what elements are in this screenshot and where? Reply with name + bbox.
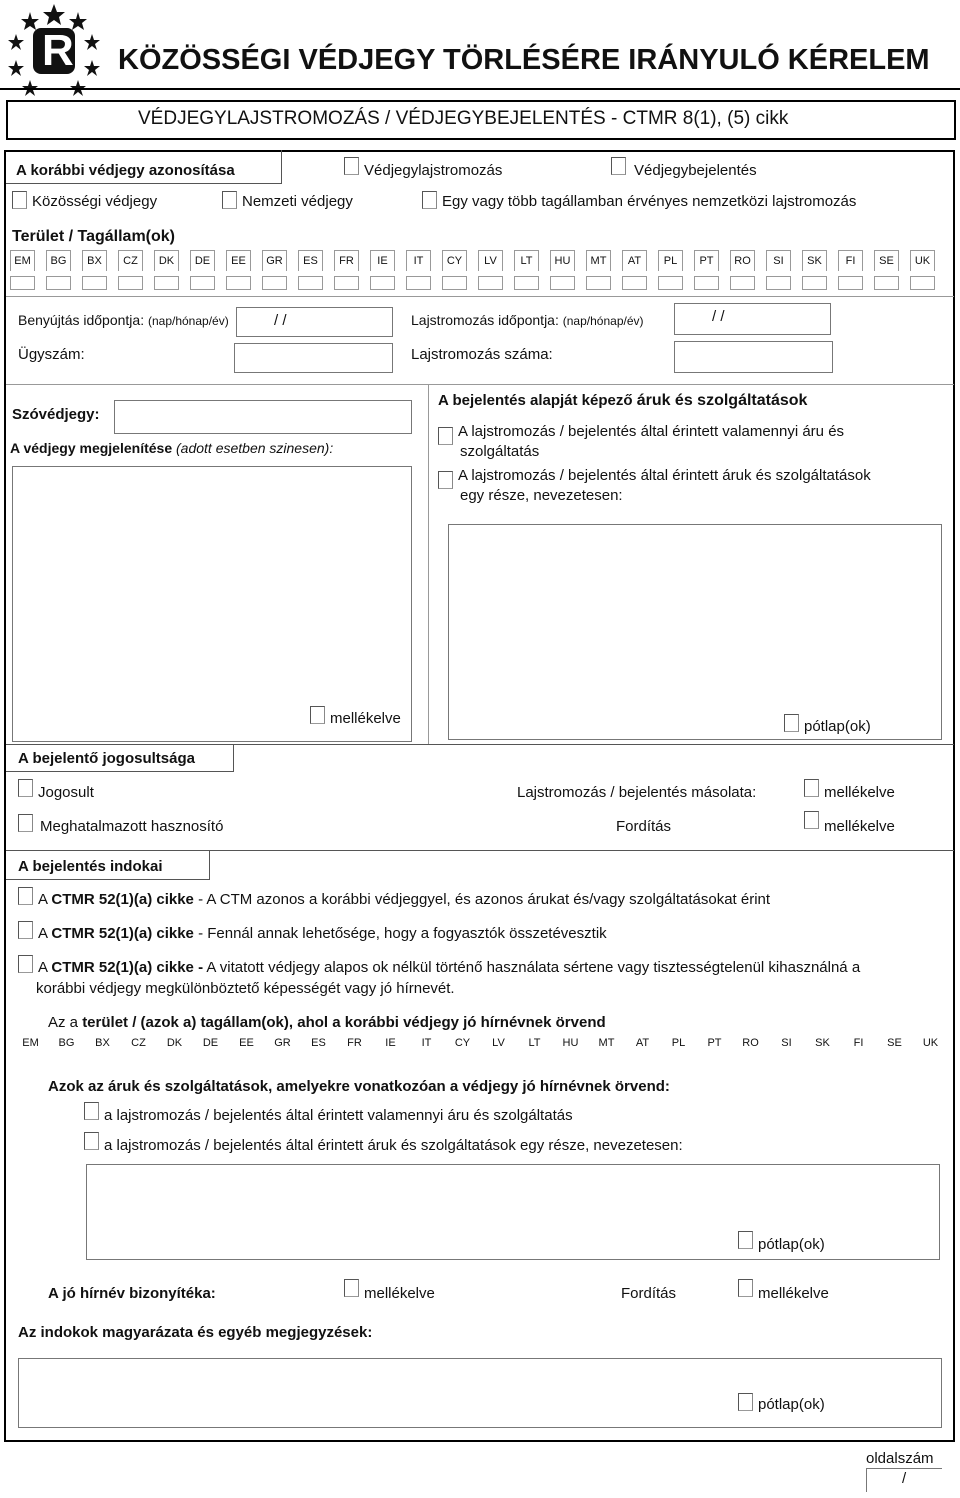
country-code: AT (635, 1037, 650, 1049)
country-de[interactable] (190, 250, 215, 276)
country-code: LT (514, 250, 539, 271)
filing-date-text: Benyújtás időpontja: (18, 312, 145, 328)
country-uk[interactable] (910, 250, 935, 276)
evidence-translation-checkbox[interactable] (738, 1279, 753, 1297)
country-code: IE (370, 250, 395, 271)
filing-date-label (18, 312, 229, 328)
country-checkbox[interactable] (478, 276, 503, 290)
explanation-label: Az indokok magyarázata és egyéb megjegyzések: (18, 1324, 373, 1341)
divider-2 (6, 384, 954, 385)
country-code: CY (454, 1037, 471, 1049)
goods-title (438, 392, 807, 410)
country-code: AT (622, 250, 647, 271)
country-lv[interactable] (478, 250, 503, 276)
mark-attached-label: mellékelve (330, 710, 401, 727)
country-code: HU (550, 250, 575, 271)
evidence-translation-label: Fordítás (621, 1285, 677, 1302)
country-code: BX (82, 250, 107, 271)
goods-title-a: A bejelentés alapját képező (438, 392, 637, 409)
country-checkbox[interactable] (874, 276, 899, 290)
country-cz[interactable] (118, 250, 143, 276)
country-es[interactable] (298, 250, 323, 276)
word-mark-label: Szóvédjegy: (12, 406, 100, 423)
community-mark-checkbox[interactable] (12, 191, 27, 209)
country-de-reputation[interactable] (198, 1032, 223, 1054)
country-si-reputation[interactable] (774, 1032, 799, 1054)
country-code: RO (730, 250, 755, 271)
g2-rest: - Fennál annak lehetősége, hogy a fogyasztók összetévesztik (193, 925, 607, 942)
country-code: GR (262, 250, 287, 271)
evidence-attached-checkbox[interactable] (344, 1279, 359, 1297)
country-bx[interactable] (82, 250, 107, 276)
country-at-reputation[interactable] (630, 1032, 655, 1054)
country-code: CZ (118, 250, 143, 271)
country-pt-reputation[interactable] (702, 1032, 727, 1054)
goods-extra-checkbox[interactable] (784, 714, 799, 732)
country-checkbox[interactable] (586, 276, 611, 290)
national-mark-label: Nemzeti védjegy (242, 193, 353, 210)
country-code: LV (492, 1037, 505, 1049)
translation-attached-label: mellékelve (824, 818, 895, 835)
application-label: Védjegybejelentés (634, 162, 757, 179)
country-bx-reputation[interactable] (90, 1032, 115, 1054)
country-es-reputation[interactable] (306, 1032, 331, 1054)
country-fi[interactable] (838, 250, 863, 276)
reputation-extra-checkbox[interactable] (738, 1231, 753, 1249)
country-code: FR (347, 1037, 362, 1049)
country-fr[interactable] (334, 250, 359, 276)
copy-attached-label: mellékelve (824, 784, 895, 801)
country-dk-reputation[interactable] (162, 1032, 187, 1054)
ground-3-text (38, 959, 860, 976)
country-code: EM (22, 1037, 39, 1049)
country-ro-reputation[interactable] (738, 1032, 763, 1054)
country-code: UK (910, 250, 935, 271)
country-dk[interactable] (154, 250, 179, 276)
copy-label: Lajstromozás / bejelentés másolata: (517, 784, 757, 801)
country-pl-reputation[interactable] (666, 1032, 691, 1054)
country-code: DK (166, 1037, 183, 1049)
rep-bold: terület / (azok a) tagállam(ok), ahol a korábbi védjegy jó hírnévnek örvend (82, 1014, 606, 1031)
rep-pre: Az a (48, 1014, 83, 1031)
vertical-divider (428, 384, 429, 744)
country-bg-reputation[interactable] (54, 1032, 79, 1054)
country-code: EE (226, 250, 251, 271)
subtitle: VÉDJEGYLAJSTROMOZÁS / VÉDJEGYBEJELENTÉS - CTMR 8(1), (5) cikk (138, 108, 789, 129)
reg-number-input[interactable] (674, 341, 833, 373)
country-checkbox[interactable] (694, 276, 719, 290)
country-cz-reputation[interactable] (126, 1032, 151, 1054)
community-mark-label: Közösségi védjegy (32, 193, 158, 210)
country-code: MT (586, 250, 611, 271)
country-si[interactable] (766, 250, 791, 276)
country-code: PL (658, 250, 683, 271)
country-bg[interactable] (46, 250, 71, 276)
country-cy-reputation[interactable] (450, 1032, 475, 1054)
goods-title-b: áruk és szolgáltatások (636, 392, 808, 409)
reputation-goods-all-label: a lajstromozás / bejelentés által érintett valamennyi áru és szolgáltatás (104, 1107, 573, 1124)
country-code: EM (10, 250, 35, 271)
g2-pre: A (38, 925, 52, 942)
country-code: FI (838, 250, 863, 271)
goods-all-checkbox[interactable] (438, 427, 453, 445)
g3-bold: CTMR 52(1)(a) cikke - (51, 959, 204, 976)
country-checkbox[interactable] (838, 276, 863, 290)
country-mt[interactable] (586, 250, 611, 276)
country-code: CY (442, 250, 467, 271)
ground-3-checkbox[interactable] (18, 955, 33, 973)
country-code: MT (598, 1037, 615, 1049)
country-checkbox[interactable] (190, 276, 215, 290)
reputation-goods-part-label: a lajstromozás / bejelentés által érintett áruk és szolgáltatások egy része, nevezetesen: (104, 1137, 683, 1154)
g1-pre: A (38, 891, 52, 908)
country-at[interactable] (622, 250, 647, 276)
evidence-attached-label: mellékelve (364, 1285, 435, 1302)
country-gr[interactable] (262, 250, 287, 276)
country-checkbox[interactable] (262, 276, 287, 290)
country-sk-reputation[interactable] (810, 1032, 835, 1054)
evidence-label: A jó hírnév bizonyítéka: (48, 1285, 216, 1302)
mark-repr-label (10, 440, 333, 456)
country-se-reputation[interactable] (882, 1032, 907, 1054)
country-checkbox[interactable] (406, 276, 431, 290)
evidence-translation-attached-label: mellékelve (758, 1285, 829, 1302)
goods-extra-label: pótlap(ok) (804, 718, 871, 735)
country-checkbox[interactable] (658, 276, 683, 290)
g1-rest: - A CTM azonos a korábbi védjeggyel, és azonos árukat és/vagy szolgáltatásokat érint (193, 891, 771, 908)
country-code: RO (742, 1037, 759, 1049)
country-code: CZ (131, 1037, 146, 1049)
page-number-label: oldalszám (866, 1450, 934, 1467)
country-checkbox[interactable] (550, 276, 575, 290)
grounds-tab-label: A bejelentés indokai (18, 858, 163, 875)
country-em[interactable] (10, 250, 35, 276)
reg-number-label: Lajstromozás száma: (411, 346, 553, 363)
owner-label: Jogosult (38, 784, 94, 801)
country-code: SK (802, 250, 827, 271)
country-checkbox[interactable] (370, 276, 395, 290)
country-checkbox[interactable] (802, 276, 827, 290)
application-checkbox[interactable] (611, 157, 626, 175)
country-ie[interactable] (370, 250, 395, 276)
country-code: LT (528, 1037, 541, 1049)
divider-1 (6, 296, 954, 297)
goods-part-area[interactable] (448, 524, 942, 740)
explanation-extra-checkbox[interactable] (738, 1393, 753, 1411)
reputation-goods-title: Azok az áruk és szolgáltatások, amelyekre vonatkozóan a védjegy jó hírnévnek örvend: (48, 1078, 670, 1095)
country-checkbox[interactable] (10, 276, 35, 290)
country-code: IE (385, 1037, 396, 1049)
country-lv-reputation[interactable] (486, 1032, 511, 1054)
country-hu[interactable] (550, 250, 575, 276)
country-fr-reputation[interactable] (342, 1032, 367, 1054)
country-checkbox[interactable] (514, 276, 539, 290)
national-mark-checkbox[interactable] (222, 191, 237, 209)
explanation-extra-label: pótlap(ok) (758, 1396, 825, 1413)
country-code: FI (853, 1037, 864, 1049)
page-number-value: / (902, 1470, 907, 1487)
country-mt-reputation[interactable] (594, 1032, 619, 1054)
goods-all-line2: szolgáltatás (460, 443, 540, 460)
country-cy[interactable] (442, 250, 467, 276)
country-code: DE (202, 1037, 219, 1049)
mark-repr-hint: (adott esetben szinesen): (176, 440, 334, 456)
g2-bold: CTMR 52(1)(a) cikke (51, 925, 194, 942)
registration-checkbox[interactable] (344, 157, 359, 175)
country-checkbox[interactable] (154, 276, 179, 290)
reputation-goods-part-checkbox[interactable] (84, 1132, 99, 1150)
reg-date-input[interactable] (674, 303, 831, 335)
country-checkbox[interactable] (910, 276, 935, 290)
country-code: ES (298, 250, 323, 271)
goods-all-line1: A lajstromozás / bejelentés által érintett valamennyi áru és (458, 423, 845, 440)
country-code: HU (562, 1037, 579, 1049)
country-sk[interactable] (802, 250, 827, 276)
file-number-label: Ügyszám: (18, 346, 85, 363)
country-checkbox[interactable] (622, 276, 647, 290)
mark-attached-checkbox[interactable] (310, 706, 325, 724)
country-checkbox[interactable] (730, 276, 755, 290)
country-checkbox[interactable] (82, 276, 107, 290)
country-code: DK (154, 250, 179, 271)
country-pl[interactable] (658, 250, 683, 276)
country-ro[interactable] (730, 250, 755, 276)
country-code: BG (46, 250, 71, 271)
logo-letter: R (42, 26, 74, 75)
reg-date-value: / / (712, 308, 725, 325)
g3-rest: A vitatott védjegy alapos ok nélkül történő használata sértene vagy tisztességtelenül kihasználná a (203, 959, 861, 976)
ground-3-line2: korábbi védjegy megkülönböztető képességét vagy jó hírnevét. (36, 980, 455, 997)
ground-2-text (38, 925, 607, 942)
country-code: IT (406, 250, 431, 271)
ground-1-checkbox[interactable] (18, 887, 33, 905)
mark-repr-area[interactable] (12, 466, 412, 742)
owner-checkbox[interactable] (18, 779, 33, 797)
country-code: ES (311, 1037, 326, 1049)
filing-date-input[interactable] (236, 307, 393, 337)
licensee-checkbox[interactable] (18, 814, 33, 832)
country-code: UK (922, 1037, 939, 1049)
country-code: EE (239, 1037, 254, 1049)
country-it-reputation[interactable] (414, 1032, 439, 1054)
country-code: IT (421, 1037, 432, 1049)
entitlement-tab-label: A bejelentő jogosultsága (18, 750, 195, 767)
word-mark-input[interactable] (114, 400, 412, 434)
reputation-goods-all-checkbox[interactable] (84, 1102, 99, 1120)
title-rule (0, 88, 960, 90)
country-ee[interactable] (226, 250, 251, 276)
goods-part-line2: egy része, nevezetesen: (460, 487, 623, 504)
g1-bold: CTMR 52(1)(a) cikke (51, 891, 194, 908)
country-code: BX (95, 1037, 110, 1049)
country-code: PL (671, 1037, 686, 1049)
country-fi-reputation[interactable] (846, 1032, 871, 1054)
goods-part-line1: A lajstromozás / bejelentés által érintett áruk és szolgáltatások (458, 467, 871, 484)
country-checkbox[interactable] (226, 276, 251, 290)
country-gr-reputation[interactable] (270, 1032, 295, 1054)
country-code: PT (707, 1037, 722, 1049)
country-it[interactable] (406, 250, 431, 276)
country-ee-reputation[interactable] (234, 1032, 259, 1054)
mark-repr-text: A védjegy megjelenítése (10, 440, 173, 456)
country-code: SE (874, 250, 899, 271)
international-checkbox[interactable] (422, 191, 437, 209)
reputation-territory-label (48, 1014, 606, 1031)
country-hu-reputation[interactable] (558, 1032, 583, 1054)
reg-date-hint: (nap/hónap/év) (562, 314, 644, 328)
country-checkbox[interactable] (298, 276, 323, 290)
explanation-area[interactable] (18, 1358, 942, 1428)
country-code: GR (274, 1037, 291, 1049)
country-checkbox[interactable] (46, 276, 71, 290)
country-lt[interactable] (514, 250, 539, 276)
country-code: SE (887, 1037, 902, 1049)
country-checkbox[interactable] (766, 276, 791, 290)
g3-pre: A (38, 959, 52, 976)
reg-date-label (411, 312, 644, 328)
country-code: SI (766, 250, 791, 271)
country-code: FR (334, 250, 359, 271)
page-title: KÖZÖSSÉGI VÉDJEGY TÖRLÉSÉRE IRÁNYULÓ KÉRELEM (118, 44, 930, 76)
translation-attached-checkbox[interactable] (804, 811, 819, 829)
country-lt-reputation[interactable] (522, 1032, 547, 1054)
international-label: Egy vagy több tagállamban érvényes nemzetközi lajstromozás (442, 193, 857, 210)
country-checkbox[interactable] (334, 276, 359, 290)
goods-part-checkbox[interactable] (438, 471, 453, 489)
reg-date-text: Lajstromozás időpontja: (411, 312, 559, 328)
file-number-input[interactable] (234, 343, 393, 373)
registration-label: Védjegylajstromozás (364, 162, 503, 179)
filing-date-hint: (nap/hónap/év) (147, 314, 229, 328)
country-uk-reputation[interactable] (918, 1032, 943, 1054)
licensee-label: Meghatalmazott hasznosító (40, 818, 224, 835)
country-ie-reputation[interactable] (378, 1032, 403, 1054)
country-code: PT (694, 250, 719, 271)
country-code: SI (781, 1037, 792, 1049)
ground-2-checkbox[interactable] (18, 921, 33, 939)
country-checkbox[interactable] (118, 276, 143, 290)
filing-date-value: / / (274, 312, 287, 329)
country-checkbox[interactable] (442, 276, 467, 290)
country-em-reputation[interactable] (18, 1032, 43, 1054)
copy-attached-checkbox[interactable] (804, 779, 819, 797)
country-row-1 (10, 250, 946, 276)
reputation-extra-label: pótlap(ok) (758, 1236, 825, 1253)
translation-label: Fordítás (616, 818, 672, 835)
country-se[interactable] (874, 250, 899, 276)
country-code: SK (815, 1037, 830, 1049)
eu-logo (6, 2, 102, 98)
ground-1-text (38, 891, 770, 908)
territory-label: Terület / Tagállam(ok) (12, 228, 175, 245)
country-code: BG (58, 1037, 75, 1049)
country-row-2 (18, 1032, 954, 1054)
country-pt[interactable] (694, 250, 719, 276)
id-tab-label: A korábbi védjegy azonosítása (16, 162, 235, 179)
country-code: DE (190, 250, 215, 271)
country-code: LV (478, 250, 503, 271)
